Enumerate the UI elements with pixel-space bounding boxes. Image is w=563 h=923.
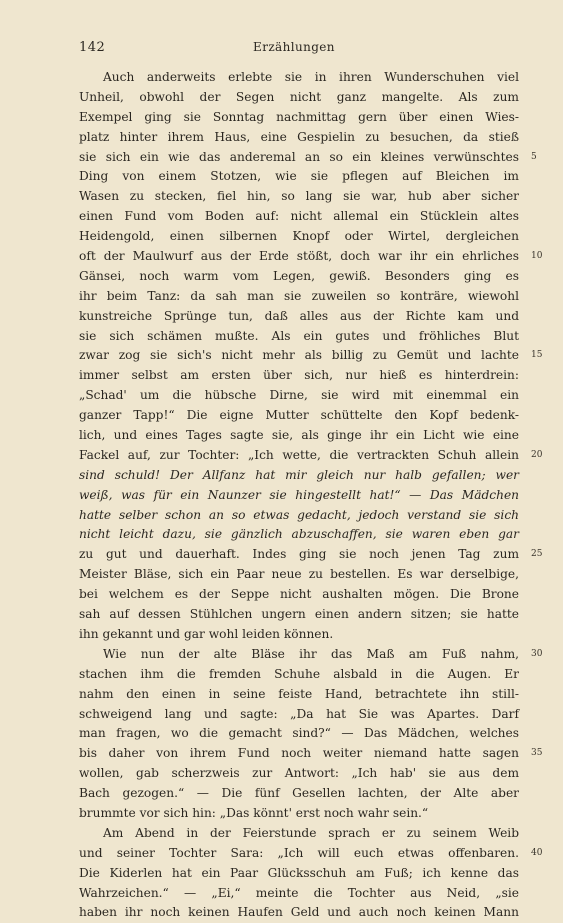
line-text: zwar zog sie sich's nicht mehr als billig zu Gemüt und lachte bbox=[79, 348, 519, 363]
line-text: Gänsei, noch warm vom Legen, gewiß. Besonders ging es bbox=[79, 268, 519, 283]
line-text: brummte vor sich hin: „Das könnt' erst noch wahr sein.“ bbox=[79, 805, 429, 820]
line-text: kunstreiche Sprünge tun, daß alles aus der Richte kam und bbox=[79, 308, 519, 323]
text-line bbox=[79, 525, 519, 545]
text-line bbox=[79, 685, 519, 705]
text-line bbox=[79, 128, 519, 148]
text-line bbox=[79, 446, 543, 466]
text-line bbox=[79, 267, 519, 287]
text-line bbox=[79, 287, 519, 307]
line-text: Meister Bläse, sich ein Paar neue zu bestellen. Es war derselbige, bbox=[79, 567, 519, 582]
line-text: Exempel ging sie Sonntag nachmittag gern über einen Wies- bbox=[79, 109, 519, 124]
line-text: ihr beim Tanz: da sah man sie zuweilen so konträre, wiewohl bbox=[79, 288, 519, 303]
page-number: 142 bbox=[79, 40, 106, 55]
text-line bbox=[79, 406, 519, 426]
text-line bbox=[79, 108, 519, 128]
text-line bbox=[79, 466, 519, 486]
text-line bbox=[79, 864, 519, 884]
line-text: Auch anderweits erlebte sie in ihren Wunderschuhen viel bbox=[103, 70, 519, 84]
text-line bbox=[79, 386, 519, 406]
line-text: Ding von einem Stotzen, wie sie pflegen auf Bleichen im bbox=[79, 169, 519, 184]
text-line bbox=[79, 645, 543, 665]
line-text: Heidengold, einen silbernen Knopf oder Wirtel, dergleichen bbox=[79, 229, 519, 244]
line-text: nahm den einen in seine feiste Hand, betrachtete ihn still- bbox=[79, 686, 519, 701]
text-line bbox=[79, 744, 543, 764]
line-text: „Schad' um die hübsche Dirne, sie wird mit einemmal ein bbox=[79, 388, 519, 403]
line-number: 10 bbox=[531, 251, 543, 262]
text-line bbox=[79, 565, 519, 585]
line-text: und seiner Tochter Sara: „Ich will euch etwas offenbaren. bbox=[79, 845, 519, 860]
line-text: platz hinter ihrem Haus, eine Gespielin zu besuchen, da stieß bbox=[79, 129, 519, 144]
text-line bbox=[79, 724, 519, 744]
line-text: stachen ihm die fremden Schuhe alsbald in die Augen. Er bbox=[79, 666, 519, 681]
line-text: sind schuld! Der Allfanz hat mir gleich nur halb gefallen; wer bbox=[79, 467, 519, 482]
line-text: Fackel auf, zur Tochter: „Ich wette, die vertrackten Schuh allein bbox=[79, 447, 519, 462]
line-text: weiß, was für ein Naunzer sie hingestellt hat!“ — Das Mädchen bbox=[79, 487, 519, 502]
text-line bbox=[79, 167, 519, 187]
text-line bbox=[79, 207, 519, 227]
text-line bbox=[79, 844, 543, 864]
line-number: 5 bbox=[531, 151, 537, 162]
line-text: oft der Maulwurf aus der Erde stößt, doch war ihr ein ehrliches bbox=[79, 249, 519, 264]
line-number: 35 bbox=[531, 748, 543, 759]
line-text: lich, und eines Tages sagte sie, als ginge ihr ein Licht wie eine bbox=[79, 428, 519, 443]
line-text: sah auf dessen Stühlchen ungern einen andern sitzen; sie hatte bbox=[79, 607, 519, 622]
text-line bbox=[79, 824, 519, 844]
running-title: Erzählungen bbox=[253, 40, 335, 54]
text-line bbox=[79, 585, 519, 605]
text-line bbox=[79, 88, 519, 108]
text-line bbox=[79, 148, 537, 168]
line-number: 20 bbox=[531, 449, 543, 460]
line-text: man fragen, wo die gemacht sind?“ — Das Mädchen, welches bbox=[79, 726, 519, 741]
line-number: 15 bbox=[531, 350, 543, 361]
text-line bbox=[79, 187, 519, 207]
text-line bbox=[79, 625, 519, 645]
text-line bbox=[79, 307, 519, 327]
line-text: zu gut und dauerhaft. Indes ging sie noch jenen Tag zum bbox=[79, 547, 519, 562]
line-text: ganzer Tapp!“ Die eigne Mutter schüttelte den Kopf bedenk- bbox=[79, 408, 519, 423]
line-number: 40 bbox=[531, 847, 543, 858]
text-line bbox=[79, 804, 519, 824]
text-line bbox=[79, 247, 543, 267]
text-line bbox=[79, 903, 519, 923]
line-text: Wahrzeichen.“ — „Ei,“ meinte die Tochter aus Neid, „sie bbox=[79, 885, 519, 900]
line-text: schweigend lang und sagte: „Da hat Sie was Apartes. Darf bbox=[79, 706, 519, 721]
line-text: Die Kiderlen hat ein Paar Glücksschuh am Fuß; ich kenne das bbox=[79, 865, 519, 880]
text-line bbox=[79, 227, 519, 247]
line-text: Unheil, obwohl der Segen nicht ganz mangelte. Als zum bbox=[79, 89, 519, 104]
text-line bbox=[79, 764, 519, 784]
text-line bbox=[79, 545, 543, 565]
text-line bbox=[79, 884, 519, 904]
text-line bbox=[79, 506, 519, 526]
line-text: Am Abend in der Feierstunde sprach er zu seinem Weib bbox=[103, 825, 519, 840]
line-text: haben ihr noch keinen Haufen Geld und auch noch keinen Mann bbox=[79, 905, 519, 920]
line-text: Wasen zu stecken, fiel hin, so lang sie war, hub aber sicher bbox=[79, 189, 519, 204]
line-text: Bach gezogen.“ — Die fünf Gesellen lachten, der Alte aber bbox=[79, 786, 519, 801]
line-text: nicht leicht dazu, sie gänzlich abzuschaffen, sie waren eben gar bbox=[79, 527, 519, 542]
line-text: sie sich ein wie das anderemal an so ein kleines verwünschtes bbox=[79, 149, 519, 164]
text-line bbox=[79, 784, 519, 804]
line-text: sie sich schämen mußte. Als ein gutes und fröhliches Blut bbox=[79, 328, 519, 343]
line-text: ihn gekannt und gar wohl leiden können. bbox=[79, 626, 334, 641]
line-number: 25 bbox=[531, 549, 543, 560]
text-line bbox=[79, 426, 519, 446]
line-text: wollen, gab scherzweis zur Antwort: „Ich hab' sie aus dem bbox=[79, 766, 519, 781]
text-line bbox=[79, 486, 519, 506]
text-body bbox=[79, 68, 543, 923]
line-text: immer selbst am ersten über sich, nur hieß es hinterdrein: bbox=[79, 368, 519, 383]
line-text: hatte selber schon an so etwas gedacht, jedoch verstand sie sich bbox=[79, 507, 519, 522]
text-line bbox=[79, 366, 519, 386]
line-text: Wie nun der alte Bläse ihr das Maß am Fuß nahm, bbox=[103, 646, 519, 661]
line-number: 30 bbox=[531, 648, 543, 659]
text-line bbox=[79, 68, 519, 88]
line-text: einen Fund vom Boden auf: nicht allemal ein Stücklein altes bbox=[79, 209, 519, 224]
text-line bbox=[79, 665, 519, 685]
text-line bbox=[79, 605, 519, 625]
page-header bbox=[79, 40, 509, 58]
line-text: bei welchem es der Seppe nicht aushalten mögen. Die Brone bbox=[79, 587, 519, 602]
line-text: bis daher von ihrem Fund noch weiter niemand hatte sagen bbox=[79, 746, 519, 761]
text-line bbox=[79, 327, 519, 347]
text-line bbox=[79, 705, 519, 725]
text-line bbox=[79, 346, 543, 366]
